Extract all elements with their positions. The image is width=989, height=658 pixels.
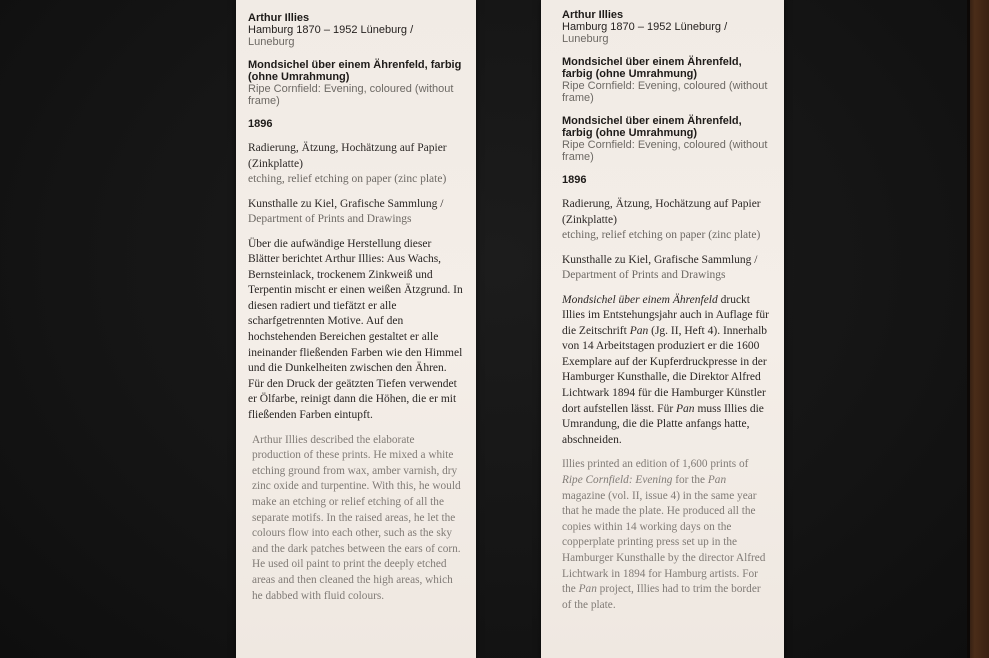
technique: [562, 197, 770, 244]
title-en: Ripe Cornfield: Evening, coloured (without frame): [562, 139, 768, 163]
title-en: Ripe Cornfield: Evening, coloured (without frame): [562, 80, 768, 104]
technique-en: etching, relief etching on paper (zinc plate): [248, 173, 447, 185]
artwork-title: [248, 59, 464, 107]
magazine-name: Pan: [629, 324, 649, 337]
title-en: Ripe Cornfield: Evening, coloured (without frame): [248, 83, 454, 107]
collection-en: Department of Prints and Drawings: [248, 213, 412, 225]
artist-dates: Hamburg 1870 – 1952 Lüneburg /: [562, 21, 728, 33]
text-part: muss Illies die Umrandung, die die Platte anfangs hatte, abschneiden.: [562, 402, 764, 446]
artwork-title-1: [562, 56, 770, 104]
collection-de: Kunsthalle zu Kiel, Grafische Sammlung /: [562, 253, 758, 266]
artwork-year: 1896: [562, 174, 587, 186]
technique: [248, 141, 464, 188]
technique-en: etching, relief etching on paper (zinc plate): [562, 229, 761, 241]
artist-info: [562, 9, 770, 45]
magazine-name: Pan: [707, 474, 727, 487]
picture-frame-edge: [967, 0, 989, 658]
artist-dates-en: Luneburg: [248, 36, 295, 48]
technique-de: Radierung, Ätzung, Hochätzung auf Papier (Zinkplatte): [248, 142, 447, 170]
wall-label-left: [236, 0, 476, 658]
text-part: project, Illies had to trim the border of the plate.: [562, 583, 761, 611]
technique-de: Radierung, Ätzung, Hochätzung auf Papier (Zinkplatte): [562, 198, 761, 226]
description-de: Über die aufwändige Herstellung dieser Blätter berichtet Arthur Illies: Aus Wachs, Bernsteinlack, trockenem Zinkweiß und Terpentin mischt er einen weißen Ätzgrund. In diesen radiert und tiefätzt er alle scharfgetrennten Motive. Auf den hochstehenden Bereichen gestaltet er alle ineinander fließenden Farben wie den Himmel und die Dunkelheiten zwischen den Ähren. Für den Druck der geätzten Tiefen verwendet er Ölfarbe, reinigt dann die Höhen, die er mit fließenden Farben eintupft.: [248, 237, 463, 422]
magazine-name: Pan: [578, 583, 597, 596]
collection-en: Department of Prints and Drawings: [562, 269, 726, 281]
description-en: Arthur Illies described the elaborate production of these prints. He mixed a white etching ground from wax, amber varnish, dry zinc oxide and turpentine. With this, he would make an etching or relief etching of all the separate motifs. In the raised areas, he let the colours flow into each other, such as the sky and the dark patches between the ears of corn. He used oil paint to print the deeply etched areas and then cleaned the high areas, which he dabbed with fluid colours.: [252, 433, 461, 602]
description-en: [562, 457, 770, 613]
artist-info: [248, 12, 464, 48]
text-part: Illies printed an edition of 1,600 prints of: [562, 458, 749, 471]
text-part: for the: [672, 474, 708, 487]
artist-dates: Hamburg 1870 – 1952 Lüneburg /: [248, 24, 414, 36]
description-de: [562, 293, 770, 449]
text-title-de: Mondsichel über einem Ährenfeld: [562, 293, 718, 306]
artwork-year: 1896: [248, 118, 273, 130]
text-title-en: Ripe Cornfield: Evening: [562, 474, 673, 487]
magazine-name: Pan: [676, 402, 695, 415]
title-de: Mondsichel über einem Ährenfeld, farbig (ohne Umrahmung): [248, 59, 462, 83]
artist-dates-en: Luneburg: [562, 33, 609, 45]
title-de: Mondsichel über einem Ährenfeld, farbig (ohne Umrahmung): [562, 115, 742, 139]
artwork-title-2: [562, 115, 770, 163]
artist-name: Arthur Illies: [248, 12, 310, 24]
collection-de: Kunsthalle zu Kiel, Grafische Sammlung /: [248, 197, 444, 210]
text-part: druckt Illies im Entstehungsjahr auch in Auflage für die Zeitschrift: [562, 293, 769, 337]
text-part: (Jg. II, Heft 4). Innerhalb von 14 Arbeitstagen produziert er die 1600 Exemplare auf der Kupferdruckpresse in der Hamburger Kunsthalle, die Direktor Alfred Lichtwark 1894 für die Hamburger Künstler dort aufstellen lässt. Für: [562, 324, 768, 415]
artist-name: Arthur Illies: [562, 9, 624, 21]
collection: [248, 197, 464, 228]
wall-label-right: [541, 0, 784, 658]
collection: [562, 253, 770, 284]
title-de: Mondsichel über einem Ährenfeld, farbig (ohne Umrahmung): [562, 56, 742, 80]
text-part: magazine (vol. II, issue 4) in the same year that he made the plate. He produced all the copies within 14 working days on the copperplate printing press set up in the Hamburger Kunsthalle by the director Alfred Lichtwark in 1894 for Hamburg artists. For the: [562, 489, 766, 596]
